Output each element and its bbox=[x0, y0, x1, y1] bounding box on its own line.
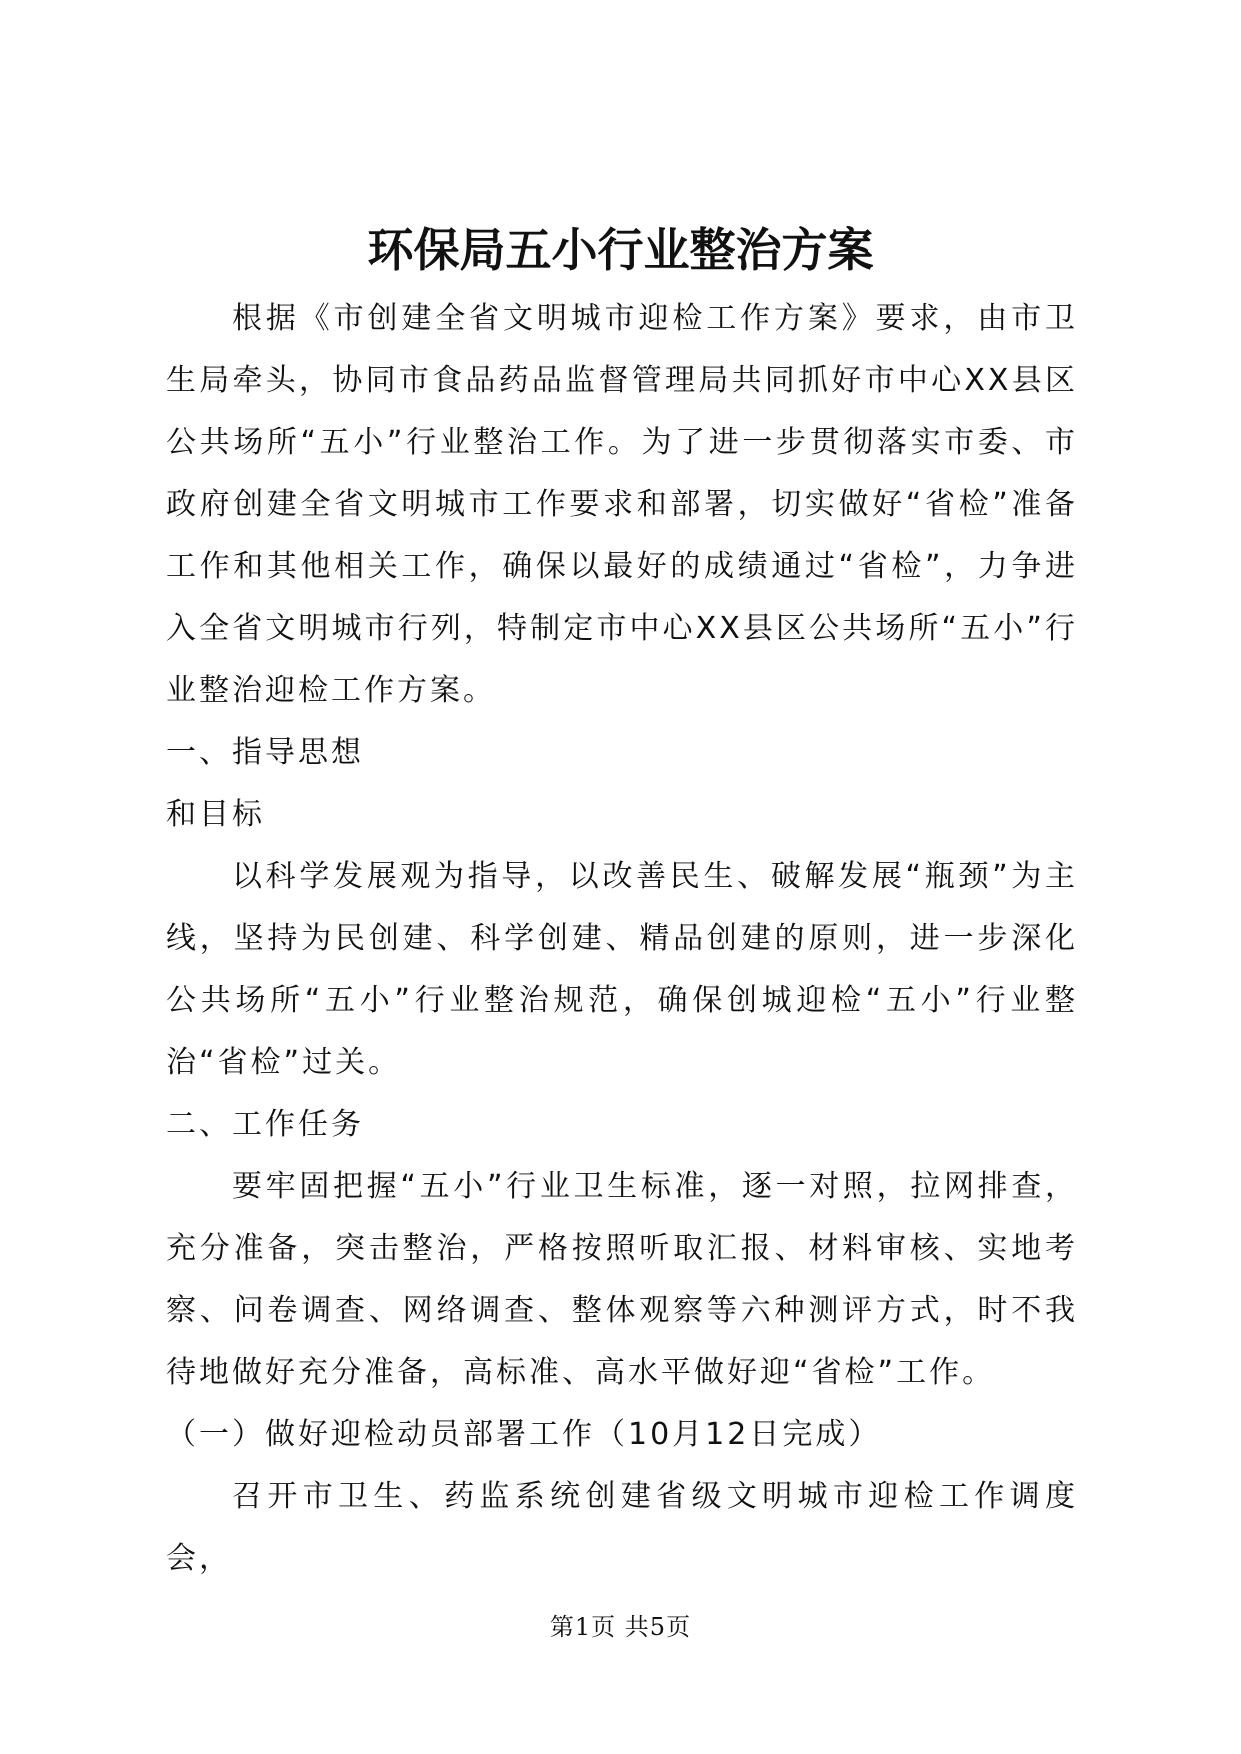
heading-guiding-ideology: 一、指导思想 bbox=[166, 735, 364, 770]
page-number-footer: 第1页 共5页 bbox=[549, 1613, 692, 1641]
document-title: 环保局五小行业整治方案 bbox=[367, 223, 874, 277]
paragraph-work-tasks: 要牢固把握“五小”行业卫生标准，逐一对照，拉网排查，充分准备，突击整治，严格按照听取汇报、材料审核、实地考察、问卷调查、网络调查、整体观察等六种测评方式，时不我待地做好充分准备，高标准、高水平做好迎“省检”工作。 bbox=[166, 1169, 1078, 1390]
document-body bbox=[166, 288, 1078, 1590]
paragraph-guiding-ideology: 以科学发展观为指导，以改善民生、破解发展“瓶颈”为主线，坚持为民创建、科学创建、精品创建的原则，进一步深化公共场所“五小”行业整治规范，确保创城迎检“五小”行业整治“省检”过关。 bbox=[166, 859, 1078, 1080]
heading-and-goals: 和目标 bbox=[166, 797, 265, 832]
heading-mobilization: （一）做好迎检动员部署工作（10月12日完成） bbox=[166, 1417, 882, 1452]
paragraph-mobilization: 召开市卫生、药监系统创建省级文明城市迎检工作调度会， bbox=[166, 1479, 1078, 1576]
heading-work-tasks: 二、工作任务 bbox=[166, 1107, 364, 1142]
paragraph-intro: 根据《市创建全省文明城市迎检工作方案》要求，由市卫生局牵头，协同市食品药品监督管理局共同抓好市中心XX县区公共场所“五小”行业整治工作。为了进一步贯彻落实市委、市政府创建全省文明城市工作要求和部署，切实做好“省检”准备工作和其他相关工作，确保以最好的成绩通过“省检”，力争进入全省文明城市行列，特制定市中心XX县区公共场所“五小”行业整治迎检工作方案。 bbox=[166, 301, 1078, 708]
